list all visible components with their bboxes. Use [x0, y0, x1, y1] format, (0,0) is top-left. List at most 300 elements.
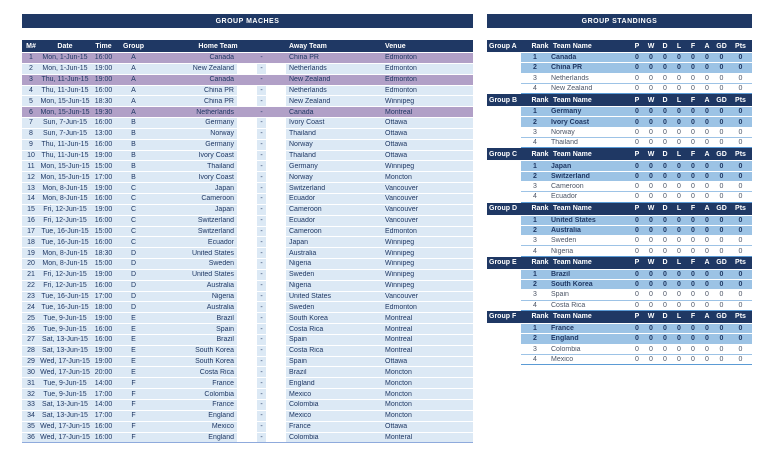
stat-p: 0: [635, 128, 639, 136]
match-venue: Winnipeg: [385, 97, 415, 105]
group-label-spacer: [487, 74, 521, 84]
standings-team-row: [487, 161, 752, 171]
match-group: E: [131, 325, 136, 333]
match-date: Sun, 7-Jun-15: [43, 130, 87, 138]
match-venue: Ottawa: [385, 152, 408, 160]
match-group: C: [130, 195, 137, 203]
stat-a: 0: [705, 172, 709, 180]
match-date: Thu, 11-Jun-15: [41, 152, 89, 160]
stat-pts: 0: [738, 172, 743, 180]
match-row: [22, 183, 473, 194]
rank-header: Rank: [531, 313, 549, 321]
match-venue: Ottawa: [385, 423, 408, 431]
home-score-cell[interactable]: [237, 313, 257, 323]
home-score-cell[interactable]: [237, 86, 257, 96]
match-row: [22, 411, 473, 422]
match-group: E: [131, 336, 136, 344]
team-name: Nigeria: [551, 247, 574, 255]
home-score-cell[interactable]: [237, 357, 257, 367]
home-team: France: [212, 379, 234, 387]
match-date: Mon, 15-Jun-15: [40, 173, 90, 181]
stat-pts: 0: [738, 193, 743, 201]
match-row: [22, 140, 473, 151]
team-rank: 4: [533, 247, 537, 255]
stat-gd: 0: [719, 355, 724, 363]
score-separator: -: [260, 227, 263, 235]
score-separator: -: [260, 54, 263, 62]
match-venue: Montreal: [385, 108, 413, 116]
match-rows: [22, 53, 473, 443]
team-rank: 2: [533, 64, 537, 72]
home-score-cell[interactable]: [237, 367, 257, 377]
home-team: England: [208, 433, 234, 441]
match-time: 16:00: [94, 336, 113, 344]
home-score-cell[interactable]: [237, 64, 257, 74]
stat-d: 0: [663, 270, 667, 278]
group-label: Group F: [489, 313, 517, 321]
score-separator: -: [260, 141, 263, 149]
group-label-spacer: [487, 216, 521, 226]
away-team: Sweden: [289, 271, 315, 279]
team-rank: 1: [533, 108, 537, 116]
stat-header-w: W: [647, 150, 655, 158]
stat-gd: 0: [719, 237, 724, 245]
group-label-spacer: [487, 182, 521, 192]
stat-header-f: F: [690, 150, 696, 158]
team-name: Netherlands: [551, 74, 589, 82]
score-separator: -: [260, 303, 263, 311]
match-row: [22, 118, 473, 129]
home-score-cell[interactable]: [237, 346, 257, 356]
match-time: 16:00: [94, 282, 113, 290]
group-label: Group B: [489, 96, 517, 104]
match-row: [22, 422, 473, 433]
team-rank: 2: [533, 281, 537, 289]
stat-gd: 0: [719, 247, 724, 255]
home-score-cell[interactable]: [237, 151, 257, 161]
home-team: Cameroon: [201, 195, 234, 203]
stat-d: 0: [663, 216, 667, 224]
stat-w: 0: [649, 291, 653, 299]
away-score-cell[interactable]: [266, 53, 286, 63]
match-row: [22, 64, 473, 75]
stat-d: 0: [663, 345, 667, 353]
away-score-cell[interactable]: [266, 422, 286, 432]
score-separator: -: [260, 292, 263, 300]
match-number: 27: [27, 336, 35, 344]
standings-team-row: [487, 236, 752, 246]
match-number: 28: [27, 347, 35, 355]
team-row-body: [521, 345, 752, 355]
away-team: Norway: [289, 173, 313, 181]
match-venue: Winnipeg: [385, 282, 415, 290]
home-team: Japan: [214, 206, 234, 214]
match-number: 21: [27, 271, 35, 279]
home-team: Germany: [205, 119, 234, 127]
stat-gd: 0: [719, 281, 724, 289]
stat-header-d: D: [662, 96, 668, 104]
away-score-cell[interactable]: [266, 335, 286, 345]
away-score-cell[interactable]: [266, 183, 286, 193]
rank-header: Rank: [531, 205, 549, 213]
home-team: South Korea: [195, 358, 234, 366]
away-score-cell[interactable]: [266, 151, 286, 161]
home-team: Norway: [210, 130, 234, 138]
away-score-cell[interactable]: [266, 237, 286, 247]
match-row: [22, 400, 473, 411]
home-score-cell[interactable]: [237, 259, 257, 269]
match-time: 14:00: [94, 401, 113, 409]
stat-p: 0: [635, 291, 639, 299]
match-row: [22, 248, 473, 259]
match-group: B: [131, 130, 136, 138]
home-score-cell[interactable]: [237, 107, 257, 117]
score-separator: -: [260, 379, 263, 387]
match-group: B: [131, 119, 136, 127]
stat-l: 0: [677, 270, 681, 278]
match-date: Fri, 12-Jun-15: [43, 206, 87, 214]
stat-l: 0: [677, 183, 681, 191]
home-score-cell[interactable]: [237, 302, 257, 312]
stat-a: 0: [705, 128, 709, 136]
home-score-cell[interactable]: [237, 411, 257, 421]
stat-gd: 0: [719, 64, 724, 72]
match-row: [22, 357, 473, 368]
match-number: 15: [27, 206, 35, 214]
score-separator: -: [260, 119, 263, 127]
stat-d: 0: [663, 335, 667, 343]
stat-header-w: W: [647, 259, 655, 267]
away-score-cell[interactable]: [266, 313, 286, 323]
stat-gd: 0: [719, 162, 724, 170]
away-score-cell[interactable]: [266, 378, 286, 388]
match-row: [22, 172, 473, 183]
stat-gd: 0: [719, 325, 724, 333]
stat-pts: 0: [738, 301, 743, 309]
home-score-cell[interactable]: [237, 433, 257, 443]
col-header-date: Date: [57, 42, 73, 50]
match-venue: Vancouver: [385, 217, 418, 225]
group-matches-title: GROUP MACHES: [22, 14, 473, 28]
match-venue: Moncton: [385, 173, 412, 181]
stat-header-p: P: [634, 313, 640, 321]
match-date: Tue, 16-Jun-15: [41, 303, 89, 311]
stat-l: 0: [677, 85, 681, 93]
stat-p: 0: [635, 335, 639, 343]
team-rank: 4: [533, 193, 537, 201]
stat-header-w: W: [647, 313, 655, 321]
away-score-cell[interactable]: [266, 107, 286, 117]
home-score-cell[interactable]: [237, 194, 257, 204]
match-time: 13:00: [94, 130, 113, 138]
team-row-body: [521, 355, 752, 365]
score-separator: -: [260, 206, 263, 214]
away-score-cell[interactable]: [266, 64, 286, 74]
match-number: 7: [29, 119, 33, 127]
match-row: [22, 433, 473, 444]
away-score-cell[interactable]: [266, 302, 286, 312]
match-row: [22, 96, 473, 107]
team-row-body: [521, 128, 752, 138]
stat-l: 0: [677, 247, 681, 255]
stat-a: 0: [705, 335, 709, 343]
standings-group-header: [487, 40, 752, 52]
stat-header-gd: GD: [716, 96, 727, 104]
away-score-cell[interactable]: [266, 433, 286, 443]
stat-d: 0: [663, 85, 667, 93]
group-standings-title: GROUP STANDINGS: [487, 14, 752, 28]
stat-pts: 0: [738, 335, 743, 343]
score-separator: -: [260, 282, 263, 290]
stat-p: 0: [635, 355, 639, 363]
match-group: E: [131, 314, 136, 322]
away-score-cell[interactable]: [266, 367, 286, 377]
group-label-spacer: [487, 355, 521, 365]
home-score-cell[interactable]: [237, 270, 257, 280]
home-score-cell[interactable]: [237, 172, 257, 182]
away-score-cell[interactable]: [266, 270, 286, 280]
home-score-cell[interactable]: [237, 216, 257, 226]
away-score-cell[interactable]: [266, 96, 286, 106]
stat-f: 0: [691, 237, 695, 245]
away-score-cell[interactable]: [266, 346, 286, 356]
away-score-cell[interactable]: [266, 259, 286, 269]
away-score-cell[interactable]: [266, 281, 286, 291]
score-separator: -: [260, 76, 263, 84]
score-separator: -: [260, 195, 263, 203]
home-score-cell[interactable]: [237, 324, 257, 334]
stat-d: 0: [663, 118, 667, 126]
team-name: Canada: [551, 54, 577, 62]
away-score-cell[interactable]: [266, 205, 286, 215]
score-separator: -: [260, 314, 263, 322]
score-separator: -: [260, 152, 263, 160]
score-separator: -: [260, 184, 263, 192]
stat-w: 0: [649, 128, 653, 136]
stat-gd: 0: [719, 172, 724, 180]
team-name: Ecuador: [551, 193, 578, 201]
away-score-cell[interactable]: [266, 292, 286, 302]
home-team: South Korea: [195, 347, 234, 355]
away-score-cell[interactable]: [266, 227, 286, 237]
stat-f: 0: [691, 335, 695, 343]
team-name: Brazil: [551, 270, 571, 278]
away-score-cell[interactable]: [266, 216, 286, 226]
away-score-cell[interactable]: [266, 140, 286, 150]
stat-l: 0: [677, 237, 681, 245]
match-number: 2: [29, 65, 33, 73]
score-separator: -: [260, 173, 263, 181]
stat-header-gd: GD: [716, 150, 727, 158]
score-separator: -: [260, 249, 263, 257]
score-separator: -: [260, 368, 263, 376]
score-separator: -: [260, 336, 263, 344]
away-score-cell[interactable]: [266, 411, 286, 421]
col-header-home-team: Home Team: [198, 42, 238, 50]
stat-header-gd: GD: [716, 205, 727, 213]
home-score-cell[interactable]: [237, 292, 257, 302]
match-group: A: [131, 86, 136, 94]
team-rank: 1: [533, 162, 537, 170]
score-separator: -: [260, 271, 263, 279]
stat-a: 0: [705, 118, 709, 126]
stat-pts: 0: [738, 54, 743, 62]
home-score-cell[interactable]: [237, 53, 257, 63]
match-row: [22, 270, 473, 281]
match-row: [22, 194, 473, 205]
stat-f: 0: [691, 193, 695, 201]
match-date: Wed, 17-Jun-15: [40, 358, 90, 366]
stat-pts: 0: [738, 237, 743, 245]
match-date: Wed, 17-Jun-15: [40, 368, 90, 376]
match-number: 13: [27, 184, 35, 192]
team-name: United States: [551, 216, 596, 224]
score-separator: -: [260, 390, 263, 398]
away-score-cell[interactable]: [266, 194, 286, 204]
home-score-cell[interactable]: [237, 248, 257, 258]
home-score-cell[interactable]: [237, 422, 257, 432]
stat-gd: 0: [719, 74, 724, 82]
stat-l: 0: [677, 108, 681, 116]
away-team: Canada: [289, 108, 314, 116]
stat-w: 0: [649, 85, 653, 93]
match-time: 15:00: [94, 260, 113, 268]
away-team: Colombia: [289, 433, 319, 441]
away-team: Colombia: [289, 401, 319, 409]
team-rank: 1: [533, 216, 537, 224]
group-label-spacer: [487, 246, 521, 256]
stat-d: 0: [663, 193, 667, 201]
standings-team-row: [487, 246, 752, 256]
match-row: [22, 302, 473, 313]
away-team: Cameroon: [289, 227, 322, 235]
home-score-cell[interactable]: [237, 378, 257, 388]
stat-header-a: A: [704, 259, 710, 267]
match-date: Tue, 9-Jun-15: [43, 325, 87, 333]
group-label-spacer: [487, 301, 521, 311]
home-score-cell[interactable]: [237, 129, 257, 139]
home-score-cell[interactable]: [237, 335, 257, 345]
away-score-cell[interactable]: [266, 248, 286, 258]
home-score-cell[interactable]: [237, 75, 257, 85]
match-venue: Ottawa: [385, 141, 408, 149]
home-score-cell[interactable]: [237, 237, 257, 247]
team-rank: 4: [533, 301, 537, 309]
home-team: Brazil: [216, 314, 234, 322]
match-venue: Montreal: [385, 325, 413, 333]
home-team: Sweden: [208, 260, 234, 268]
stat-w: 0: [649, 64, 653, 72]
away-score-cell[interactable]: [266, 357, 286, 367]
match-number: 10: [27, 152, 35, 160]
stat-d: 0: [663, 54, 667, 62]
stat-p: 0: [635, 172, 639, 180]
match-time: 17:00: [94, 390, 113, 398]
stat-gd: 0: [719, 139, 724, 147]
standings-group: [487, 203, 752, 257]
match-date: Mon, 15-Jun-15: [40, 108, 90, 116]
home-score-cell[interactable]: [237, 96, 257, 106]
stat-p: 0: [635, 108, 639, 116]
away-score-cell[interactable]: [266, 75, 286, 85]
stat-header-pts: Pts: [735, 96, 746, 104]
match-number: 18: [27, 238, 35, 246]
stat-l: 0: [677, 139, 681, 147]
home-team: Australia: [206, 303, 234, 311]
group-label-spacer: [487, 84, 521, 94]
match-venue: Edmonton: [385, 54, 417, 62]
home-score-cell[interactable]: [237, 400, 257, 410]
stat-w: 0: [649, 247, 653, 255]
stat-header-p: P: [634, 259, 640, 267]
match-date: Mon, 8-Jun-15: [42, 249, 88, 257]
away-team: United States: [289, 292, 332, 300]
stat-a: 0: [705, 108, 709, 116]
away-score-cell[interactable]: [266, 389, 286, 399]
home-score-cell[interactable]: [237, 281, 257, 291]
home-score-cell[interactable]: [237, 140, 257, 150]
home-score-cell[interactable]: [237, 183, 257, 193]
stat-header-w: W: [647, 96, 655, 104]
home-score-cell[interactable]: [237, 389, 257, 399]
match-date: Tue, 16-Jun-15: [41, 238, 89, 246]
group-label-spacer: [487, 63, 521, 73]
stat-p: 0: [635, 54, 639, 62]
stat-l: 0: [677, 335, 681, 343]
match-date: Thu, 11-Jun-15: [41, 86, 89, 94]
match-row: [22, 107, 473, 118]
away-score-cell[interactable]: [266, 118, 286, 128]
group-label-spacer: [487, 138, 521, 148]
home-score-cell[interactable]: [237, 227, 257, 237]
match-group: F: [131, 390, 136, 398]
away-score-cell[interactable]: [266, 400, 286, 410]
match-number: 3: [29, 76, 33, 84]
stat-a: 0: [705, 64, 709, 72]
stat-pts: 0: [738, 118, 743, 126]
match-time: 16:00: [94, 423, 113, 431]
match-group: C: [130, 206, 137, 214]
match-time: 15:00: [94, 162, 113, 170]
match-number: 31: [27, 379, 35, 387]
group-label-spacer: [487, 53, 521, 63]
stat-d: 0: [663, 301, 667, 309]
home-score-cell[interactable]: [237, 118, 257, 128]
away-score-cell[interactable]: [266, 86, 286, 96]
stat-d: 0: [663, 281, 667, 289]
stat-gd: 0: [719, 301, 724, 309]
home-score-cell[interactable]: [237, 161, 257, 171]
away-score-cell[interactable]: [266, 161, 286, 171]
away-score-cell[interactable]: [266, 129, 286, 139]
match-venue: Edmonton: [385, 227, 417, 235]
away-score-cell[interactable]: [266, 324, 286, 334]
match-venue: Ottawa: [385, 119, 408, 127]
match-group: B: [131, 152, 136, 160]
away-score-cell[interactable]: [266, 172, 286, 182]
team-name: Colombia: [551, 345, 581, 353]
away-team: Costa Rica: [289, 347, 324, 355]
score-separator: -: [260, 130, 263, 138]
home-team: Switzerland: [197, 217, 234, 225]
match-row: [22, 237, 473, 248]
stat-a: 0: [705, 247, 709, 255]
team-name: France: [551, 325, 574, 333]
standings-groups: [487, 40, 752, 365]
match-time: 16:00: [94, 325, 113, 333]
stat-p: 0: [635, 237, 639, 245]
home-score-cell[interactable]: [237, 205, 257, 215]
